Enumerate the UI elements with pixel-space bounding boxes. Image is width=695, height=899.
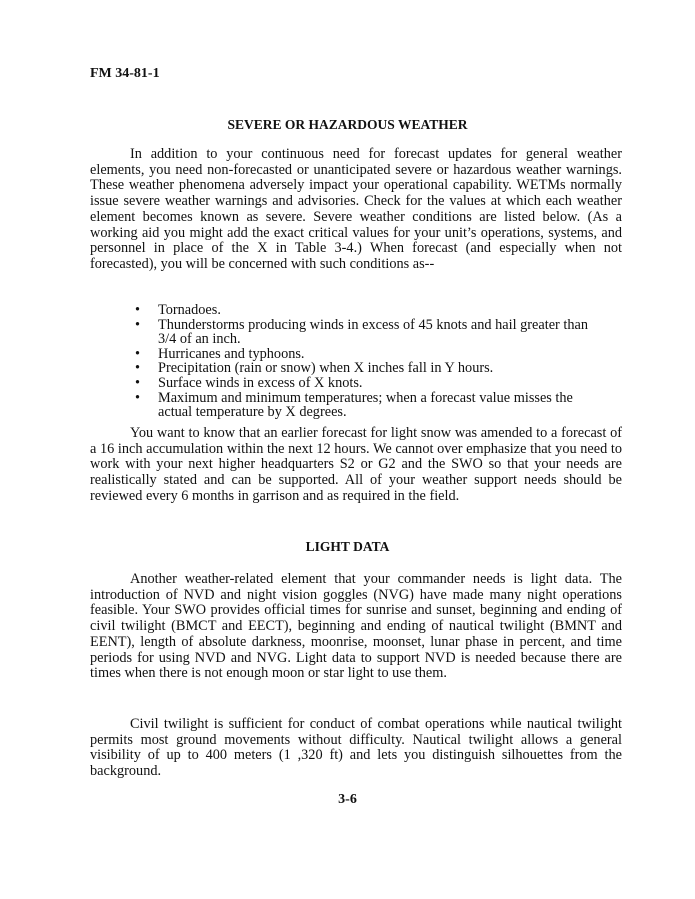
paragraph-severe-weather-intro (90, 147, 622, 273)
paragraph-civil-twilight (90, 717, 622, 780)
list-item: • Thunderstorms producing winds in excess of 45 knots and hail greater than 3/4 of an inch. (132, 318, 592, 347)
paragraph-forecast-amendment (90, 426, 622, 505)
document-id-header: FM 34-81-1 (90, 66, 160, 81)
section-title-light-data: LIGHT DATA (305, 539, 390, 554)
paragraph-light-data-intro (90, 572, 622, 682)
severe-conditions-list (132, 303, 592, 420)
list-item: • Precipitation (rain or snow) when X inches fall in Y hours. (132, 361, 592, 376)
list-item: • Hurricanes and typhoons. (132, 347, 592, 362)
list-item: • Maximum and minimum temperatures; when a forecast value misses the actual temperature by X degrees. (132, 391, 592, 420)
paragraph-text: You want to know that an earlier forecast for light snow was amended to a forecast of a 16 inch accumulation within the next 12 hours. We cannot over emphasize that you need to work with your next higher headquarters S2 or G2 and the SWO so that your needs are realistically stated and can be supported. All of your weather support needs should be reviewed every 6 months in garrison and as required in the field. (90, 425, 622, 504)
page-number: 3-6 (338, 792, 357, 807)
paragraph-text: Another weather-related element that your commander needs is light data. The introduction of NVD and night vision goggles (NVG) have made many night operations feasible. Your SWO provides official times for sunrise and sunset, beginning and ending of civil twilight (BMCT and EECT), beginning and ending of nautical twilight (BMNT and EENT), length of absolute darkness, moonrise, moonset, lunar phase in percent, and time periods for using NVD and NVG. Light data to support NVD is needed because there are times when there is not enough moon or star light to use them. (90, 571, 622, 682)
section-title-severe-weather: SEVERE OR HAZARDOUS WEATHER (227, 117, 468, 132)
paragraph-text: Civil twilight is sufficient for conduct of combat operations while nautical twilight permits most ground movements without difficulty. Nautical twilight allows a general visibility of up to 400 meters (1 ,320 ft) and lets you distinguish silhouettes from the background. (90, 716, 622, 780)
paragraph-text: In addition to your continuous need for forecast updates for general weather elements, you need non-forecasted or unanticipated severe or hazardous weather warnings. These weather phenomena adversely impact your operational capability. WETMs normally issue severe weather warnings and advisories. Check for the values at which each weather element becomes known as severe. Severe weather conditions are listed below. (As a working aid you might add the exact critical values for your unit’s operations, systems, and personnel in place of the X in Table 3-4.) When forecast (and especially when not forecasted), you will be concerned with such conditions as-- (90, 146, 622, 272)
list-item: • Surface winds in excess of X knots. (132, 376, 592, 391)
list-item: • Tornadoes. (132, 303, 592, 318)
